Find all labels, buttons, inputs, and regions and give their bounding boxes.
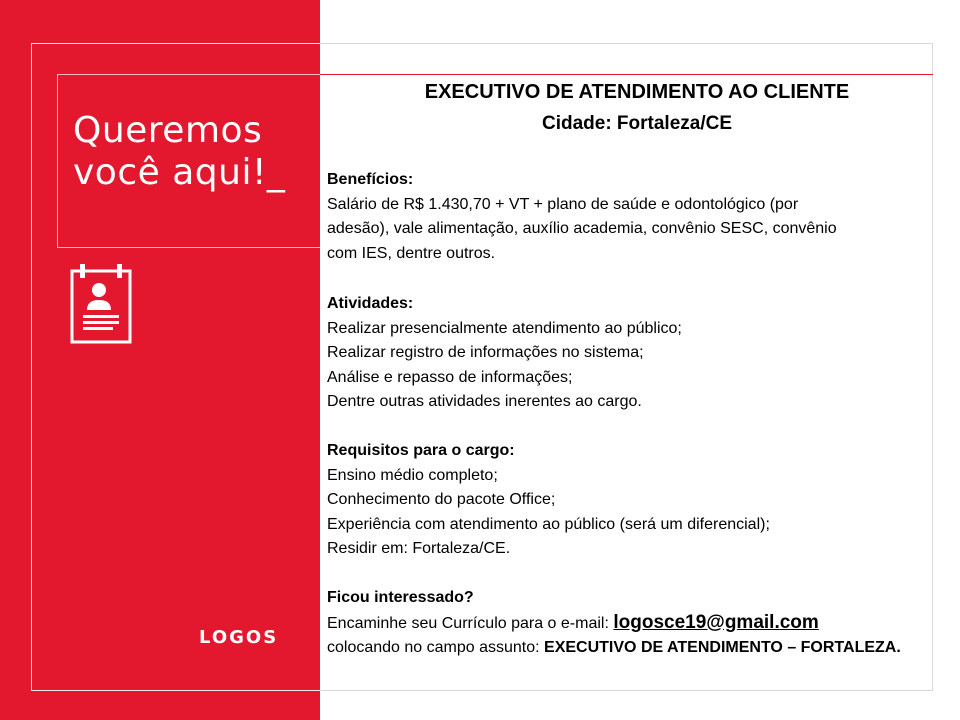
activity-item: Análise e repasso de informações; <box>327 368 573 386</box>
requirement-item: Ensino médio completo; <box>327 466 498 484</box>
benefits-line: com IES, dentre outros. <box>327 244 496 262</box>
subject-text: EXECUTIVO DE ATENDIMENTO – FORTALEZA. <box>544 639 901 656</box>
requirement-item: Conhecimento do pacote Office; <box>327 491 556 508</box>
tagline-line-2: você aqui!_ <box>73 152 286 193</box>
header-rule <box>320 74 933 75</box>
activity-item: Realizar presencialmente atendimento ao público; <box>327 319 682 337</box>
contact-heading: Ficou interessado? <box>327 589 474 606</box>
email-link[interactable]: logosce19@gmail.com <box>613 611 819 633</box>
requirement-item: Experiência com atendimento ao público (será um diferencial); <box>327 515 770 533</box>
activity-item: Dentre outras atividades inerentes ao cargo. <box>327 393 642 410</box>
clipboard-profile-icon <box>70 262 132 344</box>
requirement-item: Residir em: Fortaleza/CE. <box>327 540 511 557</box>
requirements-section <box>327 439 933 562</box>
benefits-heading: Benefícios: <box>327 171 414 188</box>
benefits-section <box>327 168 933 266</box>
job-title: EXECUTIVO DE ATENDIMENTO AO CLIENTE <box>424 81 850 103</box>
activity-item: Realizar registro de informações no sistema; <box>327 344 644 361</box>
tagline-line-1: Queremos <box>73 110 263 151</box>
contact-email-line <box>327 611 933 637</box>
logos-logo: LOGOS <box>199 627 279 648</box>
activities-section <box>327 292 933 415</box>
contact-intro: Encaminhe seu Currículo para o e-mail: <box>327 614 614 632</box>
requirements-heading: Requisitos para o cargo: <box>327 442 515 459</box>
benefits-line: adesão), vale alimentação, auxílio academia, convênio SESC, convênio <box>327 220 837 237</box>
tagline <box>73 110 285 194</box>
activities-heading: Atividades: <box>327 295 414 312</box>
subject-intro: colocando no campo assunto: <box>327 639 545 656</box>
contact-subject-line <box>327 636 933 661</box>
job-city: Cidade: Fortaleza/CE <box>541 113 733 134</box>
contact-section <box>327 586 933 661</box>
benefits-line: Salário de R$ 1.430,70 + VT + plano de saúde e odontológico (por <box>327 195 799 213</box>
